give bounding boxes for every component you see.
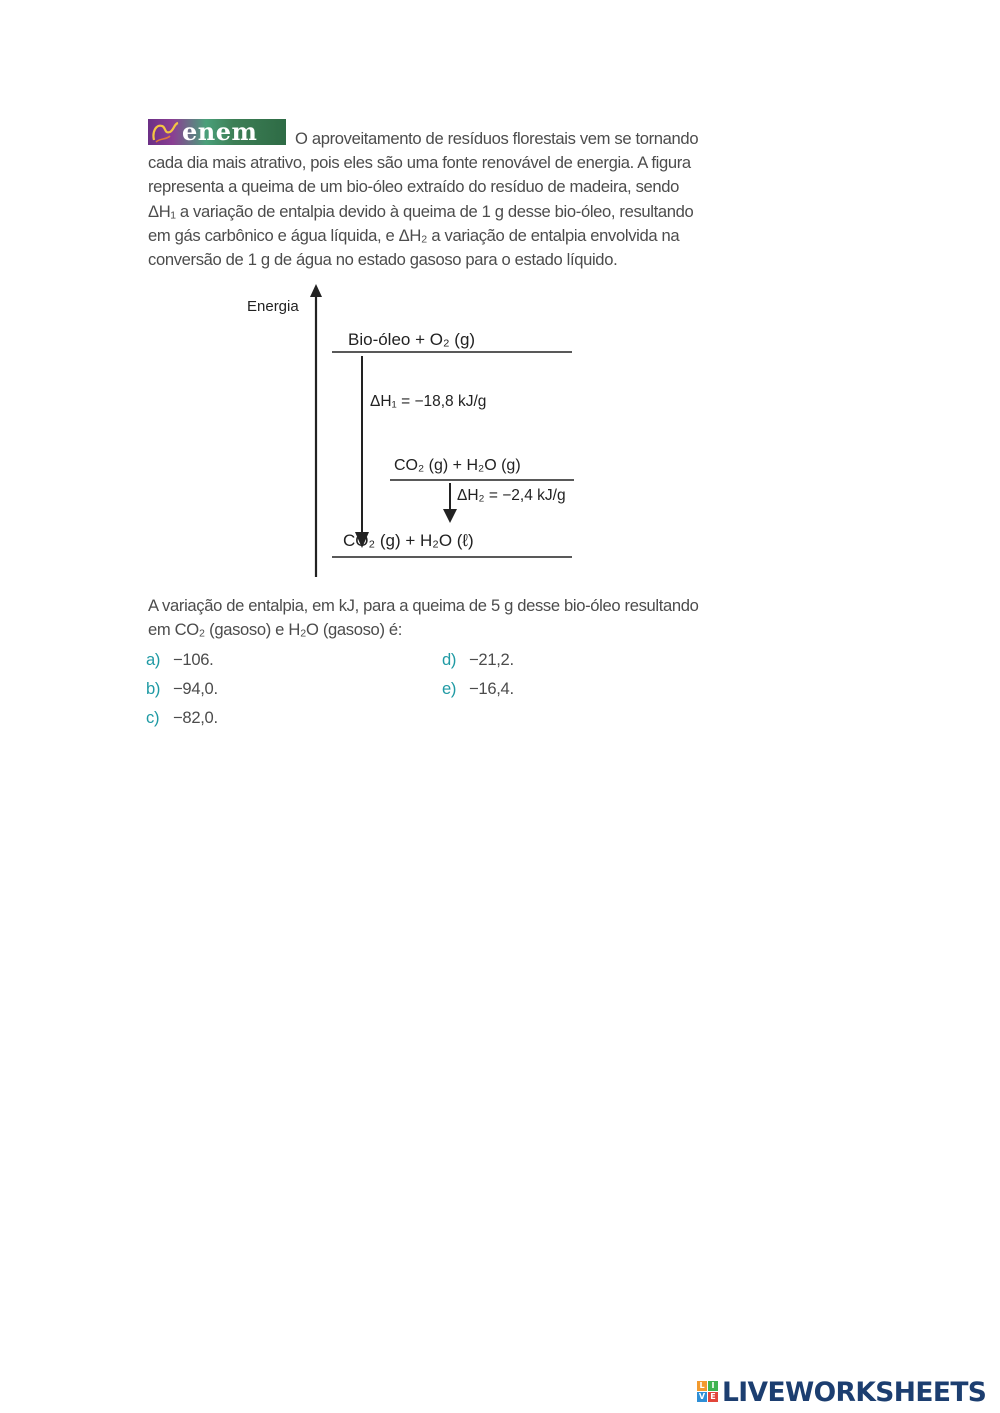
question-line: em CO₂ (gasoso) e H₂O (gasoso) é: — [148, 620, 403, 640]
level2-label: CO₂ (g) + H₂O (g) — [394, 457, 521, 474]
liveworksheets-logo-icon: L I V E — [697, 1381, 719, 1403]
intro-line: conversão de 1 g de água no estado gasoso para o estado líquido. — [148, 249, 618, 269]
question-line: A variação de entalpia, em kJ, para a queima de 5 g desse bio-óleo resultando — [148, 596, 699, 615]
option-d[interactable] — [442, 650, 514, 670]
option-value: −21,2. — [469, 650, 514, 669]
option-c[interactable] — [146, 708, 218, 728]
option-value: −94,0. — [173, 679, 218, 698]
enem-logo-text: enem — [182, 117, 258, 146]
intro-line: representa a queima de um bio-óleo extraído do resíduo de madeira, sendo — [148, 177, 680, 197]
option-e[interactable] — [442, 679, 514, 699]
option-letter: c) — [146, 708, 160, 727]
dh2-label: ΔH₂ = −2,4 kJ/g — [457, 487, 566, 504]
option-letter: d) — [442, 650, 457, 669]
option-letter: e) — [442, 679, 457, 698]
enthalpy-diagram — [240, 280, 600, 580]
intro-line: O aproveitamento de resíduos florestais vem se tornando — [295, 129, 699, 148]
energy-axis-label: Energia — [247, 298, 299, 315]
energy-axis-arrowhead — [310, 284, 322, 297]
option-value: −82,0. — [173, 708, 218, 727]
option-a[interactable] — [146, 650, 214, 670]
dh1-label: ΔH₁ = −18,8 kJ/g — [370, 393, 487, 410]
brand-name: LIVEWORKSHEETS — [722, 1377, 987, 1408]
question-text — [148, 594, 708, 642]
intro-paragraph — [148, 127, 708, 272]
option-letter: a) — [146, 650, 161, 669]
intro-line: em gás carbônico e água líquida, e ΔH₂ a variação de entalpia envolvida na — [148, 225, 680, 245]
level1-label: Bio-óleo + O₂ (g) — [348, 330, 476, 349]
option-value: −16,4. — [469, 679, 514, 698]
option-value: −106. — [173, 650, 214, 669]
intro-line: ΔH₁ a variação de entalpia devido à queima de 1 g desse bio-óleo, resultando — [148, 201, 694, 221]
option-b[interactable] — [146, 679, 218, 699]
level3-label: CO₂ (g) + H₂O (ℓ) — [343, 531, 474, 550]
dh2-arrowhead — [443, 509, 457, 523]
option-letter: b) — [146, 679, 161, 698]
intro-line: cada dia mais atrativo, pois eles são uma fonte renovável de energia. A figura — [148, 153, 691, 173]
